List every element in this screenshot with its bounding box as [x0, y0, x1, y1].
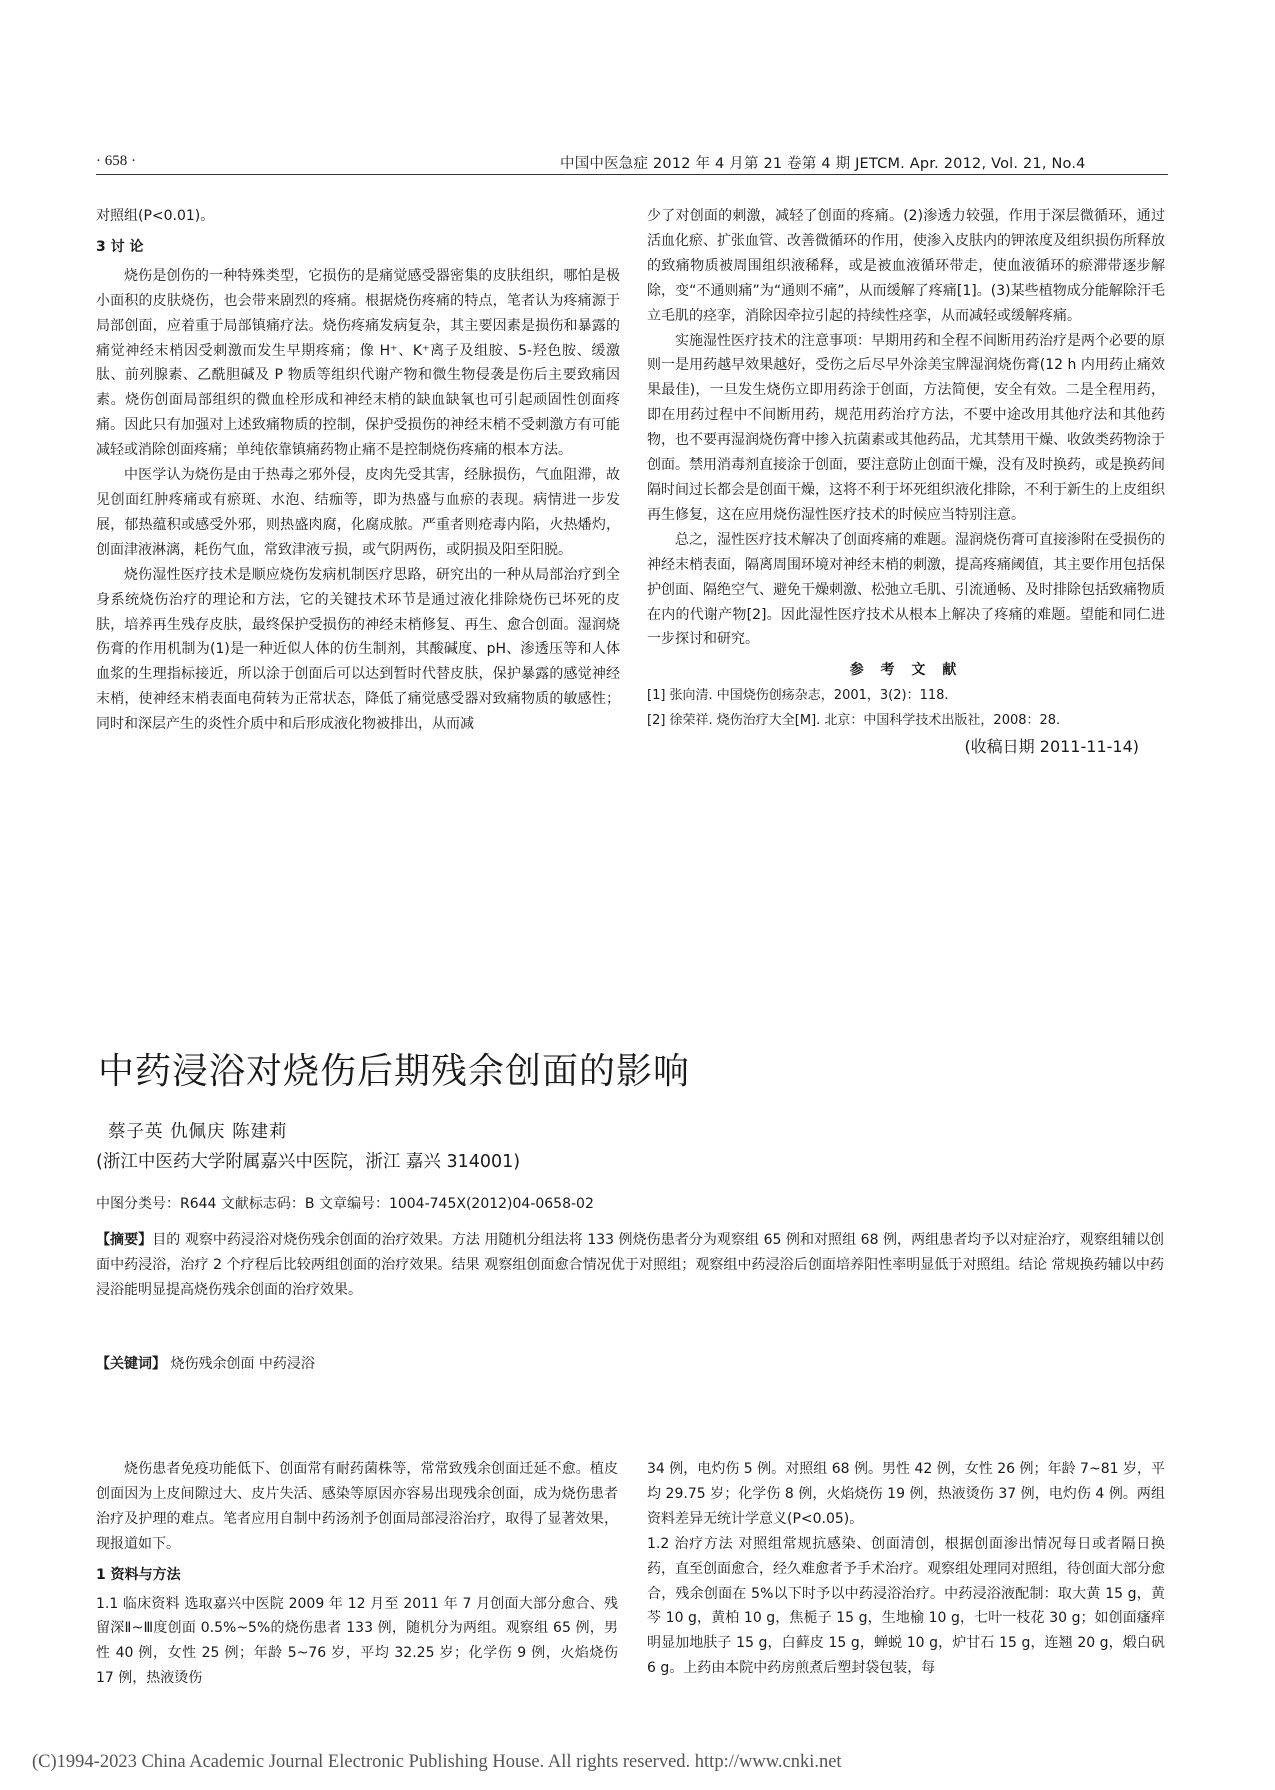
paragraph: 总之，湿性医疗技术解决了创面疼痛的难题。湿润烧伤膏可直接渗附在受损伤的神经末梢表面，隔离周围环境对神经末梢的刺激，提高疼痛阈值，其主要作用包括保护创面、隔绝空气、避免干燥刺激、松弛立毛肌、引流通畅、及时排除包括致痛物质在内的代谢产物[2]。因此湿性医疗技术从根本上解决了疼痛的难题。望能和同仁进一步探讨和研究。	[647, 531, 1165, 648]
footer-copyright: (C)1994-2023 China Academic Journal Electronic Publishing House. All rights reserved. http://www.cnki.net	[32, 1752, 842, 1772]
section-heading: 3 讨 论	[96, 238, 144, 255]
abstract-label: 【摘要】	[96, 1232, 153, 1248]
paragraph: 1.2 治疗方法 对照组常规抗感染、创面清创，根据创面渗出情况每日或者隔日换药，直至创面愈合，经久难愈者予手术治疗。观察组处理同对照组，待创面大部分愈合，残余创面在 5%以下时予以中药浸浴治疗。中药浸浴液配制：取大黄 15 g，黄芩 10 g，黄柏 10 g，焦栀子 15 g，生地榆 10 g，七叶一枝花 30 g；如创面瘙痒明显加地肤子 15 g，白藓皮 15 g，蝉蜕 10 g，炉甘石 15 g，连翘 20 g，煅白矾 6 g。上药由本院中药房煎煮后塑封袋包装，每	[647, 1535, 1165, 1677]
keywords-text: 烧伤残余创面 中药浸浴	[170, 1356, 315, 1372]
classification-line: 中图分类号：R644 文献标志码：B 文章编号：1004-745X(2012)04-0658-02	[96, 1196, 594, 1212]
affiliation: (浙江中医药大学附属嘉兴中医院，浙江 嘉兴 314001)	[96, 1152, 521, 1172]
paragraph: 实施湿性医疗技术的注意事项：早期用药和全程不间断用药治疗是两个必要的原则一是用药越早效果越好，受伤之后尽早外涂美宝牌湿润烧伤膏(12 h 内用药止痛效果最佳)，一旦发生烧伤立即用药涂于创面，方法简便，安全有效。二是全程用药，即在用药过程中不间断用药，规范用药治疗方法，不要中途改用其他疗法和其他药物，也不要再湿润烧伤膏中掺入抗菌素或其他药品，尤其禁用干燥、收敛类药物涂于创面。禁用消毒剂直接涂于创面，要注意防止创面干燥，没有及时换药，或是换药间隔时间过长都会是创面干燥，这将不利于坏死组织液化排除，不利于新生的上皮组织再生修复，这在应用烧伤湿性医疗技术的时候应当特别注意。	[647, 332, 1165, 523]
keywords-label: 【关键词】	[96, 1356, 166, 1372]
prev-article-right-column	[647, 204, 1165, 760]
page-number: · 658 ·	[96, 153, 136, 169]
reference-item: [1] 张向清. 中国烧伤创疡杂志，2001，3(2)：118.	[647, 688, 949, 704]
paragraph: 烧伤患者免疫功能低下、创面常有耐药菌株等，常常致残余创面迁延不愈。植皮创面因为上皮间隙过大、皮片失活、感染等原因亦容易出现残余创面，成为烧伤患者治疗及护理的难点。笔者应用自制中药汤剂予创面局部浸浴治疗，取得了显著效果，现报道如下。	[96, 1461, 618, 1552]
paragraph: 中医学认为烧伤是由于热毒之邪外侵，皮肉先受其害，经脉损伤，气血阻滞，故见创面红肿疼痛或有瘀斑、水泡、结痂等，即为热盛与血瘀的表现。病情进一步发展，郁热蕴积或感受外邪，则热盛肉腐，化腐成脓。严重者则疮毒内陷，火热燔灼，创面津液淋漓，耗伤气血，常致津液亏损，或气阴两伤，或阴损及阳至阳脱。	[96, 467, 620, 558]
received-date: (收稿日期 2011-11-14)	[964, 737, 1139, 757]
prev-article-left-column	[96, 204, 620, 737]
abstract-text: 目的 观察中药浸浴对烧伤残余创面的治疗效果。方法 用随机分组法将 133 例烧伤患者分为观察组 65 例和对照组 68 例，两组患者均予以对症治疗，观察组辅以创面中药浸浴，治疗 2 个疗程后比较两组创面的治疗效果。结果 观察组创面愈合情况优于对照组；观察组中药浸浴后创面培养阳性率明显低于对照组。结论 常规换药辅以中药浸浴能明显提高烧伤残余创面的治疗效果。	[96, 1232, 1165, 1298]
references-title: 参 考 文 献	[849, 662, 963, 679]
article-left-column	[96, 1457, 618, 1691]
paragraph: 1.1 临床资料 选取嘉兴中医院 2009 年 12 月至 2011 年 7 月创面大部分愈合、残留深Ⅱ~Ⅲ度创面 0.5%~5%的烧伤患者 133 例，随机分为两组。观察组 65 例，男性 40 例，女性 25 例；年龄 5~76 岁，平均 32.25 岁；化学伤 9 例，火焰烧伤 17 例，热液烫伤	[96, 1595, 618, 1687]
running-header: 中国中医急症 2012 年 4 月第 21 卷第 4 期 JETCM. Apr. 2012, Vol. 21, No.4	[560, 156, 1086, 172]
authors: 蔡子英 仇佩庆 陈建莉	[108, 1122, 288, 1142]
abstract	[96, 1228, 1164, 1303]
paragraph: 烧伤湿性医疗技术是顺应烧伤发病机制医疗思路，研究出的一种从局部治疗到全身系统烧伤治疗的理论和方法，它的关键技术环节是通过液化排除烧伤已坏死的皮肤，培养再生残存皮肤，最终保护受损伤的神经末梢修复、再生、愈合创面。湿润烧伤膏的作用机制为(1)是一种近似人体的仿生制剂，其酸碱度、pH、渗透压等和人体血浆的生理指标接近，所以涂于创面后可以达到暂时代替皮肤，保护暴露的感觉神经末梢，使神经末梢表面电荷转为正常状态，降低了痛觉感受器对致痛物质的敏感性；同时和深层产生的炎性介质中和后形成液化物被排出，从而减	[96, 566, 620, 733]
paragraph: 少了对创面的刺激，减轻了创面的疼痛。(2)渗透力较强，作用于深层微循环，通过活血化瘀、扩张血管、改善微循环的作用，使渗入皮肤内的钾浓度及组织损伤所释放的致痛物质被周围组织液稀释，或是被血液循环带走，使血液循环的瘀滞带逐步解除，变“不通则痛”为“通则不痛”，从而缓解了疼痛[1]。(3)某些植物成分能解除汗毛立毛肌的痉挛，消除因牵拉引起的持续性痉挛，从而减轻或缓解疼痛。	[647, 208, 1165, 324]
article-title: 中药浸浴对烧伤后期残余创面的影响	[98, 1051, 691, 1092]
paragraph: 烧伤是创伤的一种特殊类型，它损伤的是痛觉感受器密集的皮肤组织，哪怕是极小面积的皮肤烧伤，也会带来剧烈的疼痛。根据烧伤疼痛的特点，笔者认为疼痛源于局部创面，应着重于局部镇痛疗法。烧伤疼痛发病复杂，其主要因素是损伤和暴露的痛觉神经末梢因受刺激而发生早期疼痛；像 H⁺、K⁺离子及组胺、5-羟色胺、缓激肽、前列腺素、乙酰胆碱及 P 物质等组织代谢产物和微生物侵袭是伤后主要致痛因素。烧伤创面局部组织的微血栓形成和神经末梢的缺血缺氧也可引起顽固性创面疼痛。因此只有加强对上述致痛物质的控制，保护受损伤的神经末梢不受刺激方有可能减轻或消除创面疼痛；单纯依靠镇痛药物止痛不是控制烧伤疼痛的根本方法。	[96, 267, 620, 459]
paragraph: 34 例，电灼伤 5 例。对照组 68 例。男性 42 例，女性 26 例；年龄 7~81 岁，平均 29.75 岁；化学伤 8 例，火焰烧伤 19 例，热液烫伤 37 例，电灼伤 4 例。两组资料差异无统计学意义(P<0.05)。	[647, 1461, 1165, 1527]
article-right-column	[647, 1457, 1165, 1681]
reference-item: [2] 徐荣祥. 烧伤治疗大全[M]. 北京：中国科学技术出版社，2008：28.	[647, 713, 1061, 729]
paragraph: 对照组(P<0.01)。	[96, 208, 215, 224]
keywords	[96, 1353, 315, 1373]
header-rule	[96, 174, 1168, 175]
section-heading: 1 资料与方法	[96, 1566, 181, 1583]
